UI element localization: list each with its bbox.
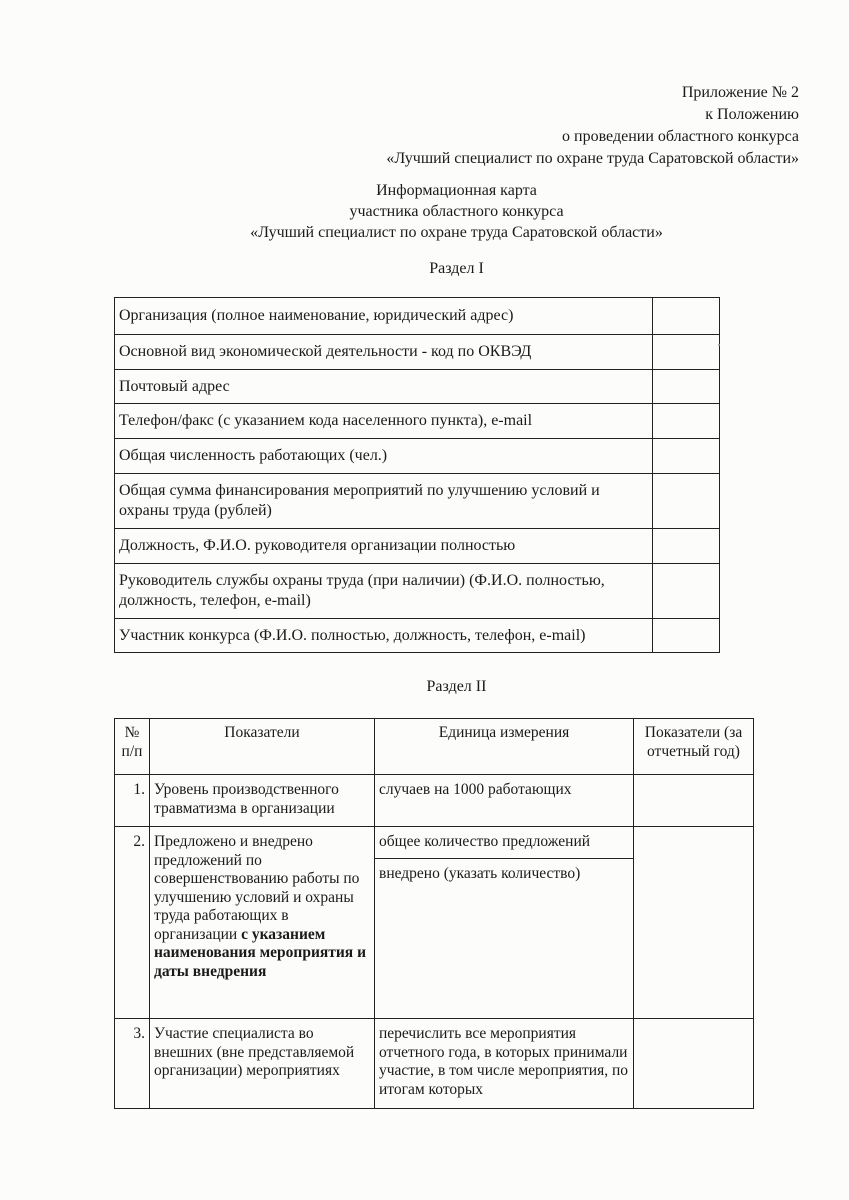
row-label: Участник конкурса (Ф.И.О. полностью, должность, телефон, e-mail)	[115, 619, 653, 653]
section-1-heading: Раздел I	[429, 260, 484, 277]
table-row	[115, 298, 720, 335]
row-label: Организация (полное наименование, юридический адрес)	[115, 298, 653, 335]
unit-total-proposals: общее количество предложений	[375, 827, 633, 859]
appendix-line-4: «Лучший специалист по охране труда Саратовской области»	[386, 150, 799, 167]
indicator-bold-text: с указанием наименования мероприятия и даты внедрения	[154, 925, 366, 980]
table-row	[115, 619, 720, 653]
section-2-table	[114, 718, 754, 1109]
header-num: № п/п	[115, 719, 150, 775]
row-value-cell[interactable]	[634, 775, 754, 827]
section-2-heading: Раздел II	[426, 678, 487, 695]
table-row	[115, 335, 720, 370]
row-value-cell[interactable]	[653, 564, 720, 619]
title-line-2: участника областного конкурса	[349, 203, 564, 220]
table-row	[115, 474, 720, 529]
row-label: Должность, Ф.И.О. руководителя организации полностью	[115, 529, 653, 564]
row-value-cell[interactable]	[653, 335, 720, 370]
row-label: Почтовый адрес	[115, 370, 653, 404]
header-unit: Единица измерения	[375, 719, 634, 775]
row-label: Общая численность работающих (чел.)	[115, 439, 653, 474]
header-value: Показатели (за отчетный год)	[634, 719, 754, 775]
header-indicators: Показатели	[150, 719, 375, 775]
row-value-cell[interactable]	[653, 474, 720, 529]
appendix-block	[386, 82, 799, 170]
row-label: Основной вид экономической деятельности - код по ОКВЭД	[115, 335, 653, 370]
indicator-text: Предложено и внедрено предложений по совершенствованию работы по улучшению условий и охраны труда работающих в организации	[154, 833, 360, 943]
title-line-1: Информационная карта	[376, 182, 537, 199]
row-num: 3.	[115, 1019, 150, 1109]
row-value-cell[interactable]	[653, 529, 720, 564]
table-row	[115, 775, 754, 827]
section-1-table	[114, 297, 720, 653]
row-value-cell[interactable]	[653, 370, 720, 404]
unit-implemented: внедрено (указать количество)	[379, 865, 581, 882]
table-row	[115, 370, 720, 404]
row-unit: случаев на 1000 работающих	[375, 775, 634, 827]
appendix-line-1: Приложение № 2	[681, 84, 799, 101]
row-value-cell[interactable]	[653, 439, 720, 474]
appendix-line-2: к Положению	[705, 106, 799, 123]
table-row	[115, 564, 720, 619]
row-value-cell[interactable]	[634, 827, 754, 1019]
row-label: Руководитель службы охраны труда (при наличии) (Ф.И.О. полностью, должность, телефон, e-mail)	[115, 564, 653, 619]
table-row	[115, 1019, 754, 1109]
row-label: Телефон/факс (с указанием кода населенного пункта), e-mail	[115, 404, 653, 439]
table-row	[115, 827, 754, 1019]
row-label: Общая сумма финансирования мероприятий по улучшению условий и охраны труда (рублей)	[115, 474, 653, 529]
appendix-line-3: о проведении областного конкурса	[562, 128, 799, 145]
row-indicator	[150, 827, 375, 1019]
row-indicator: Участие специалиста во внешних (вне представляемой организации) мероприятиях	[150, 1019, 375, 1109]
table-row	[115, 439, 720, 474]
row-value-cell[interactable]	[653, 404, 720, 439]
row-unit	[375, 827, 634, 1019]
row-value-cell[interactable]	[653, 619, 720, 653]
row-num: 2.	[115, 827, 150, 1019]
document-title	[0, 180, 849, 243]
row-value-cell[interactable]	[634, 1019, 754, 1109]
table-row	[115, 404, 720, 439]
table-header-row	[115, 719, 754, 775]
row-indicator: Уровень производственного травматизма в организации	[150, 775, 375, 827]
row-num: 1.	[115, 775, 150, 827]
scan-speck	[718, 344, 720, 346]
title-line-3: «Лучший специалист по охране труда Саратовской области»	[250, 224, 663, 241]
row-value-cell[interactable]	[653, 298, 720, 335]
row-unit: перечислить все мероприятия отчетного года, в которых принимали участие, в том числе мероприятия, по итогам которых	[375, 1019, 634, 1109]
table-row	[115, 529, 720, 564]
